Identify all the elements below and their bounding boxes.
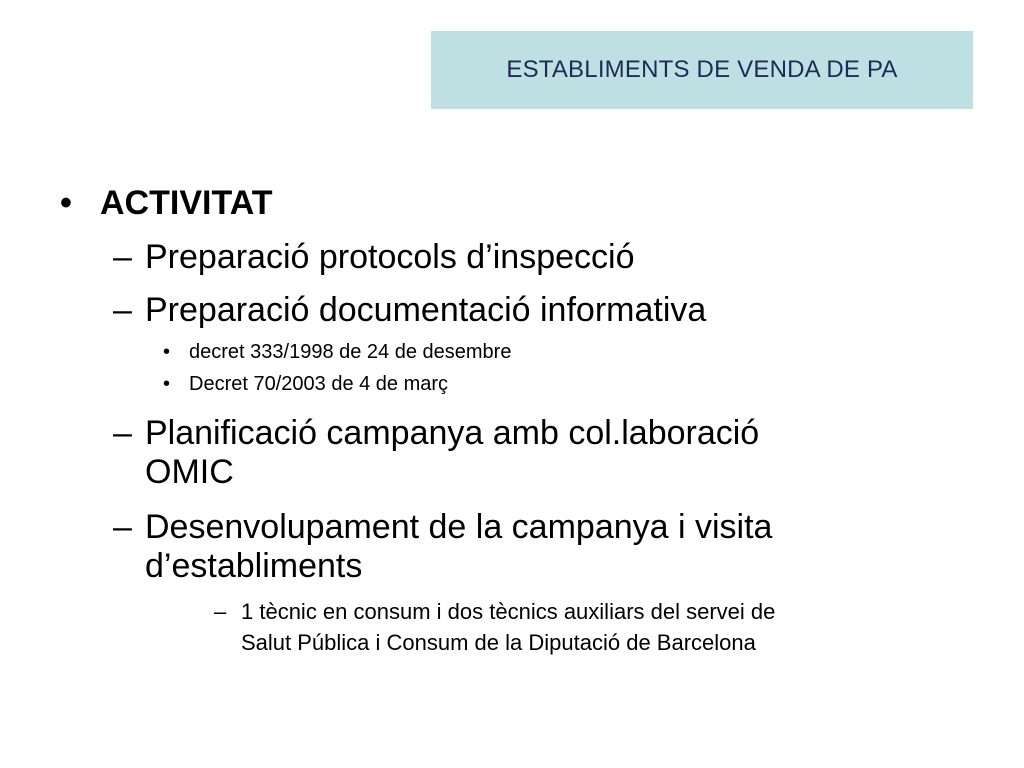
list-item-continuation: d’establiments: [145, 547, 363, 585]
bullet-icon: •: [163, 341, 171, 363]
sub-list-item: [163, 373, 448, 396]
section-heading: [60, 184, 273, 223]
bullet-icon: •: [60, 184, 72, 222]
dash-icon: –: [113, 291, 132, 329]
section-heading-text: ACTIVITAT: [100, 184, 273, 222]
sub-list-item-continuation: Salut Pública i Consum de la Diputació de Barcelona: [241, 630, 756, 655]
slide-title-box: [431, 31, 973, 109]
list-item-text: Preparació protocols d’inspecció: [145, 238, 635, 276]
dash-icon: –: [113, 238, 132, 276]
bullet-icon: •: [163, 373, 171, 395]
sub-list-item-text: 1 tècnic en consum i dos tècnics auxiliars del servei de: [241, 599, 776, 624]
sub-list-item-text: Decret 70/2003 de 4 de març: [189, 373, 449, 395]
list-item: [113, 508, 772, 547]
list-item-text: Planificació campanya amb col.laboració: [145, 414, 760, 452]
list-item: [113, 238, 634, 277]
dash-icon: –: [113, 508, 132, 546]
dash-icon: –: [214, 599, 227, 624]
dash-icon: –: [113, 414, 132, 452]
slide-title: ESTABLIMENTS DE VENDA DE PA: [506, 56, 898, 83]
sub-list-item-text: decret 333/1998 de 24 de desembre: [189, 341, 512, 363]
list-item-text: Desenvolupament de la campanya i visita: [145, 508, 773, 546]
list-item-continuation: OMIC: [145, 453, 234, 491]
list-item: [113, 291, 706, 330]
list-item: [113, 414, 759, 453]
sub-list-item: [214, 599, 775, 625]
sub-list-item: [163, 341, 511, 364]
list-item-text: Preparació documentació informativa: [145, 291, 707, 329]
